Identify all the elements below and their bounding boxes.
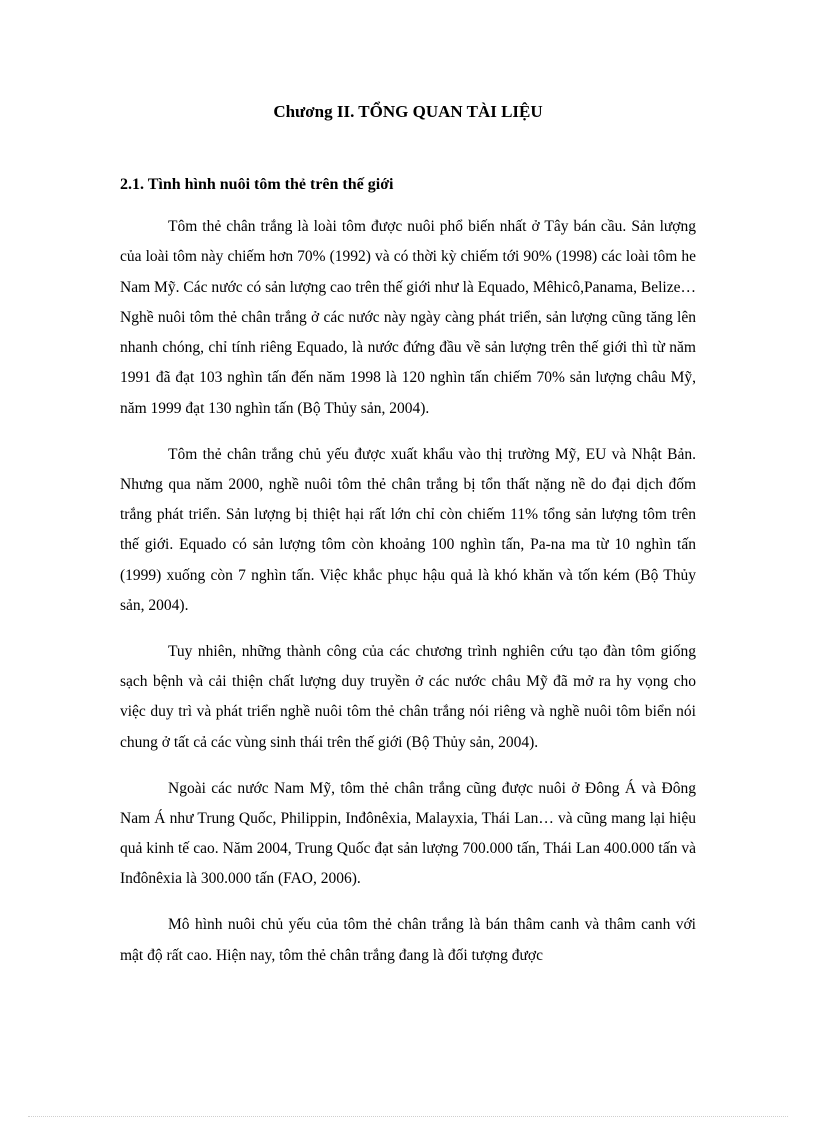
- page-bottom-divider: [28, 1116, 788, 1117]
- body-text: [120, 212, 696, 986]
- paragraph: Tôm thẻ chân trắng chủ yếu được xuất khẩu vào thị trường Mỹ, EU và Nhật Bản. Nhưng qua năm 2000, nghề nuôi tôm thẻ chân trắng bị tổn thất nặng nề do đại dịch đốm trắng phát triển. Sản lượng bị thiệt hại rất lớn chỉ còn chiếm 11% tổng sản lượng tôm trên thế giới. Equado có sản lượng tôm còn khoảng 100 nghìn tấn, Pa-na ma từ 10 nghìn tấn (1999) xuống còn 7 nghìn tấn. Việc khắc phục hậu quả là khó khăn và tốn kém (Bộ Thủy sản, 2004).: [120, 445, 696, 615]
- paragraph: Tuy nhiên, những thành công của các chương trình nghiên cứu tạo đàn tôm giống sạch bệnh và cải thiện chất lượng duy truyền ở các nước châu Mỹ đã mở ra hy vọng cho việc duy trì và phát triển nghề nuôi tôm thẻ chân trắng nói riêng và nghề nuôi tôm biển nói chung ở tất cả các vùng sinh thái trên thế giới (Bộ Thủy sản, 2004).: [120, 642, 696, 751]
- paragraph: Mô hình nuôi chủ yếu của tôm thẻ chân trắng là bán thâm canh và thâm canh với mật độ rất cao. Hiện nay, tôm thẻ chân trắng đang là đối tượng được: [120, 916, 696, 964]
- paragraph: Tôm thẻ chân trắng là loài tôm được nuôi phổ biến nhất ở Tây bán cầu. Sản lượng của loài tôm này chiếm hơn 70% (1992) và có thời kỳ chiếm tới 90% (1998) các loài tôm he Nam Mỹ. Các nước có sản lượng cao trên thế giới như là Equado, Mêhicô,Panama, Belize… Nghề nuôi tôm thẻ chân trắng ở các nước này ngày càng phát triển, sản lượng cũng tăng lên nhanh chóng, chỉ tính riêng Equado, là nước đứng đầu về sản lượng trên thế giới thì từ năm 1991 đã đạt 103 nghìn tấn đến năm 1998 là 120 nghìn tấn chiếm 70% sản lượng châu Mỹ, năm 1999 đạt 130 nghìn tấn (Bộ Thủy sản, 2004).: [120, 218, 696, 417]
- chapter-title: Chương II. TỔNG QUAN TÀI LIỆU: [273, 102, 543, 121]
- paragraph: Ngoài các nước Nam Mỹ, tôm thẻ chân trắng cũng được nuôi ở Đông Á và Đông Nam Á như Trung Quốc, Philippin, Inđônêxia, Malayxia, Thái Lan… và cũng mang lại hiệu quả kinh tế cao. Năm 2004, Trung Quốc đạt sản lượng 700.000 tấn, Thái Lan 400.000 tấn và Inđônêxia là 300.000 tấn (FAO, 2006).: [120, 779, 696, 888]
- section-heading: 2.1. Tình hình nuôi tôm thẻ trên thế giới: [120, 176, 394, 193]
